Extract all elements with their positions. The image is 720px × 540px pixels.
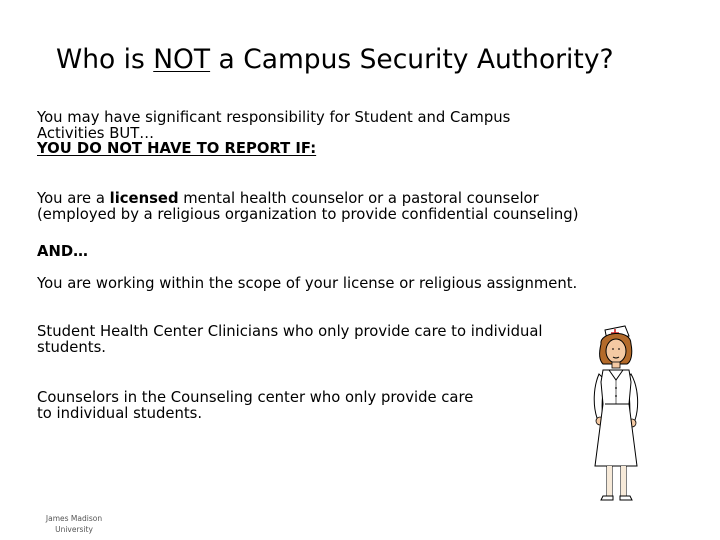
footer-line-1: James Madison [45,514,103,523]
scope-paragraph: You are working within the scope of your license or religious assignment. [37,275,578,292]
intro-line-2: Activities BUT… [37,124,155,142]
clinicians-line-2: students. [37,338,106,356]
licensed-after: mental health counselor or a pastoral counselor [178,190,539,207]
footer-logo [44,514,104,536]
licensed-line-2: (employed by a religious organization to provide confidential counseling) [37,205,579,223]
report-heading: YOU DO NOT HAVE TO REPORT IF: [37,140,317,158]
counselors-paragraph [37,390,473,421]
intro-line-1: You may have significant responsibility for Student and Campus [37,109,511,126]
nurse-face-icon [606,339,626,363]
nurse-right-shoe-icon [620,496,632,500]
title-suffix: a Campus Security Authority? [210,44,614,75]
nurse-illustration [585,318,645,508]
licensed-paragraph [37,191,578,222]
counselors-line-1: Counselors in the Counseling center who only provide care [37,389,474,406]
nurse-left-shoe-icon [601,496,613,500]
footer-line-2: University [55,524,93,534]
clinicians-paragraph [37,324,543,355]
intro-paragraph [37,110,510,157]
title-prefix: Who is [56,44,154,75]
title-emphasis: NOT [153,44,211,75]
licensed-before: You are a [37,190,110,207]
clinicians-line-1: Student Health Center Clinicians who only provide care to individual [37,323,543,340]
slide-title [56,44,614,76]
and-connector: AND… [37,243,88,260]
counselors-line-2: to individual students. [37,404,203,422]
licensed-bold: licensed [109,190,179,207]
